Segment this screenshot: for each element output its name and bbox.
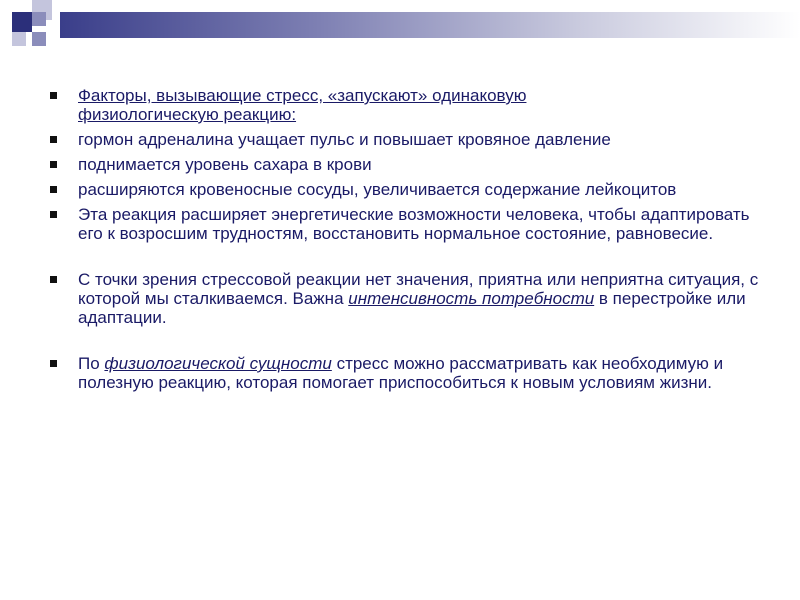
bullet-item [48, 180, 768, 199]
slide-body [48, 86, 768, 398]
header-square [32, 32, 46, 46]
bullet-marker-icon [50, 136, 57, 143]
bullet-text-emphasis: интенсивность потребности [348, 289, 595, 308]
bullet-marker-icon [50, 92, 57, 99]
bullet-text: в перестройке или адаптации. [78, 289, 746, 327]
bullet-text: поднимается уровень сахара в крови [78, 155, 372, 174]
bullet-marker-icon [50, 161, 57, 168]
bullet-text: С точки зрения стрессовой реакции нет значения, приятна или неприятна ситуация, с которой мы сталкиваемся. Важна [78, 270, 759, 308]
bullet-list [48, 86, 768, 392]
bullet-text-emphasis: физиологической сущности [104, 354, 332, 373]
bullet-text: Факторы, вызывающие стресс, «запускают» одинаковую [78, 86, 527, 105]
bullet-item [48, 155, 768, 174]
bullet-text-emphasis: физиологическую реакцию: [78, 105, 297, 124]
bullet-text: По [78, 354, 100, 373]
bullet-item [48, 130, 768, 149]
bullet-marker-icon [50, 211, 57, 218]
bullet-item [48, 270, 768, 327]
bullet-marker-icon [50, 276, 57, 283]
bullet-item [48, 86, 768, 124]
bullet-item [48, 354, 768, 392]
bullet-text: Эта реакция расширяет энергетические возможности человека, чтобы адаптировать его к возросшим трудностям, восстановить нормальное состояние, равновесие. [78, 205, 750, 243]
bullet-text: стресс можно рассматривать как необходимую и полезную реакцию, которая помогает приспособиться к новым условиям жизни. [78, 354, 724, 392]
header-square [12, 32, 26, 46]
header-square [32, 12, 46, 26]
header-square [12, 12, 32, 32]
bullet-text: гормон адреналина учащает пульс и повышает кровяное давление [78, 130, 611, 149]
bullet-marker-icon [50, 186, 57, 193]
bullet-text: расширяются кровеносные сосуды, увеличивается содержание лейкоцитов [78, 180, 677, 199]
bullet-item [48, 205, 768, 243]
bullet-marker-icon [50, 360, 57, 367]
header-gradient-bar [60, 12, 800, 38]
